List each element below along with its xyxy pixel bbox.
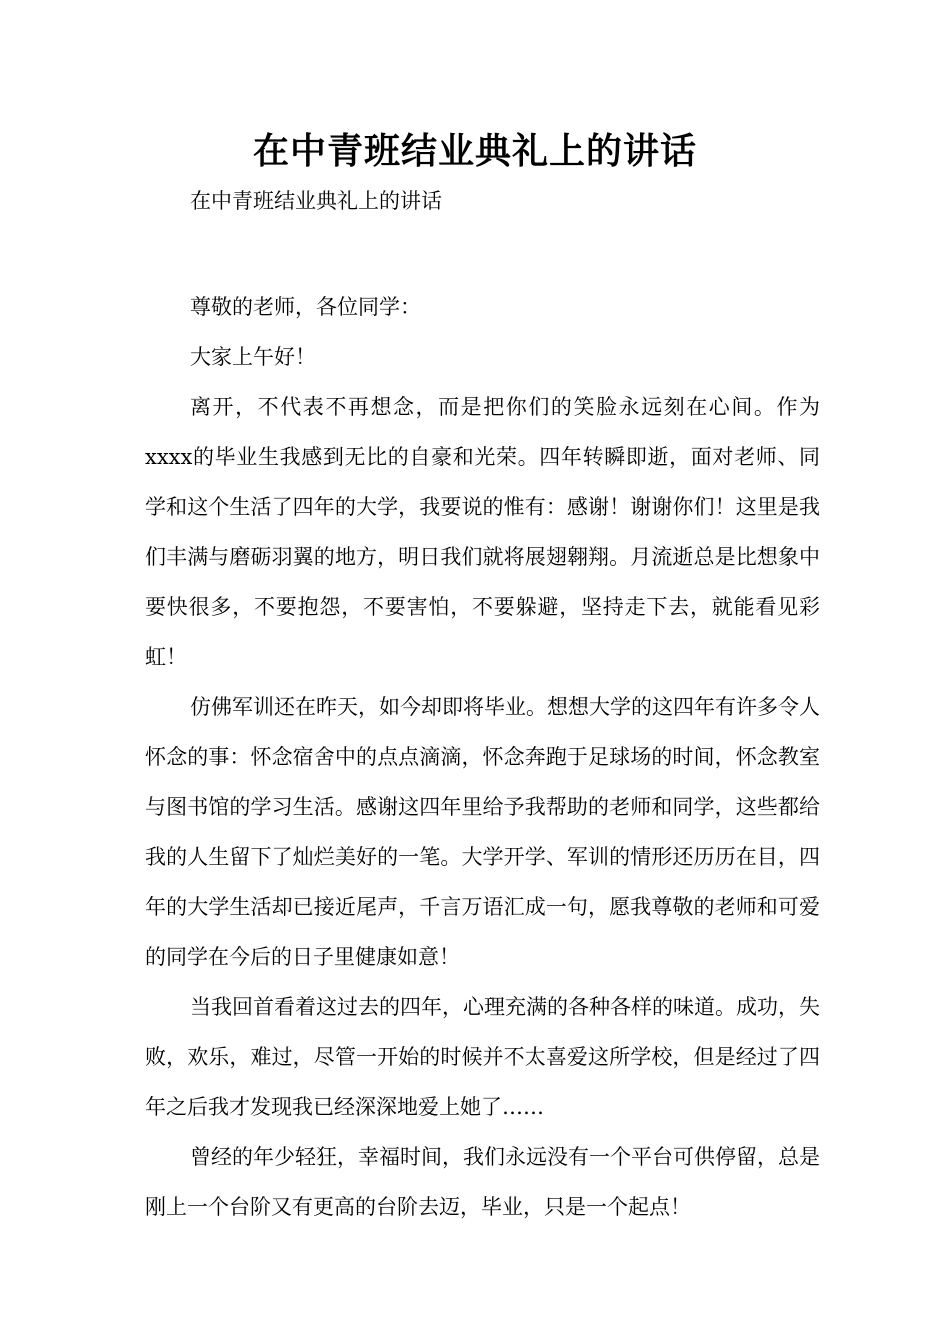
greeting-paragraph: 大家上午好！ xyxy=(190,345,316,369)
body-paragraph: 当我回首看着这过去的四年，心理充满的各种各样的味道。成功，失败，欢乐，难过，尽管一开始的时候并不太喜爱这所学校，但是经过了四年之后我才发现我已经深深地爱上她了…… xyxy=(145,995,820,1119)
salutation-paragraph: 尊敬的老师，各位同学： xyxy=(190,295,421,319)
document-body xyxy=(145,282,820,1232)
body-paragraph: 曾经的年少轻狂，幸福时间，我们永远没有一个平台可供停留，总是刚上一个台阶又有更高的台阶去迈，毕业，只是一个起点！ xyxy=(145,1145,820,1219)
document-subtitle: 在中青班结业典礼上的讲话 xyxy=(190,189,442,213)
body-paragraph: 离开，不代表不再想念，而是把你们的笑脸永远刻在心间。作为xxxx的毕业生我感到无比的自豪和光荣。四年转瞬即逝，面对老师、同学和这个生活了四年的大学，我要说的惟有：感谢！谢谢你们！这里是我们丰满与磨砺羽翼的地方，明日我们就将展翅翱翔。月流逝总是比想象中要快很多，不要抱怨，不要害怕，不要躲避，坚持走下去，就能看见彩虹！ xyxy=(145,395,820,669)
body-paragraph: 仿佛军训还在昨天，如今却即将毕业。想想大学的这四年有许多令人怀念的事：怀念宿舍中的点点滴滴，怀念奔跑于足球场的时间，怀念教室与图书馆的学习生活。感谢这四年里给予我帮助的老师和同学，这些都给我的人生留下了灿烂美好的一笔。大学开学、军训的情形还历历在目，四年的大学生活却已接近尾声，千言万语汇成一句，愿我尊敬的老师和可爱的同学在今后的日子里健康如意！ xyxy=(145,695,820,969)
document-title: 在中青班结业典礼上的讲话 xyxy=(252,131,697,172)
